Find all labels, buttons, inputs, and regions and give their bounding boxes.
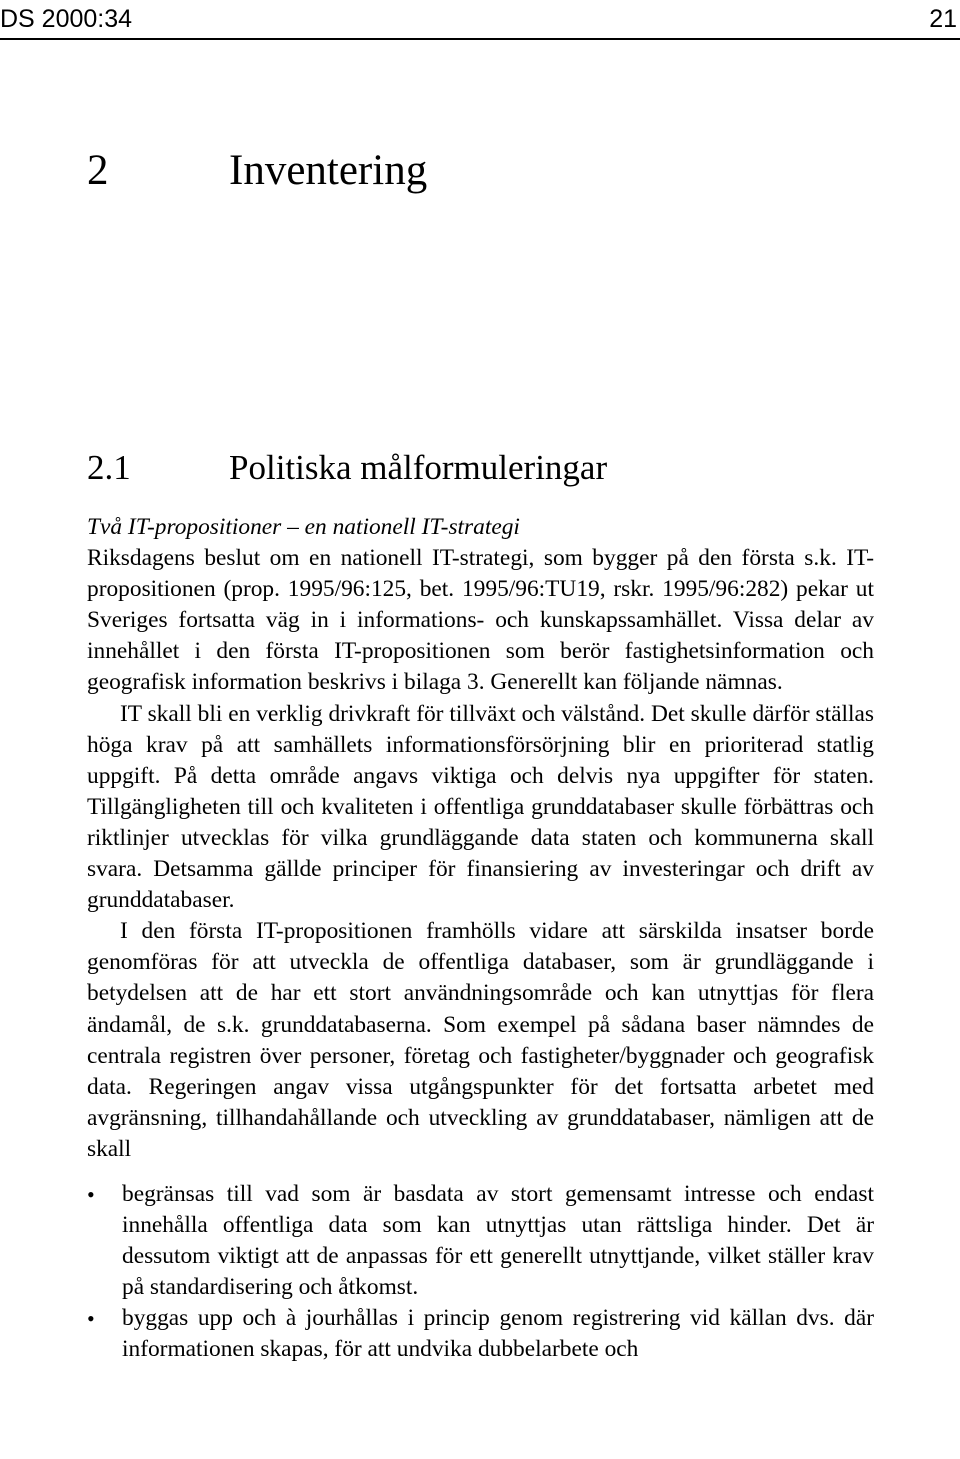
page-header [0, 2, 960, 36]
bullet-icon: • [87, 1181, 95, 1207]
page-number: 21 [929, 5, 957, 33]
paragraph: IT skall bli en verklig drivkraft för tillväxt och välstånd. Det skulle därför ställas höga krav på att samhällets informationsförsörjning blir en prioriterad statlig uppgift. På detta område angavs viktiga och delvis nya uppgifter för staten. Tillgängligheten till och kvaliteten i offentliga grunddatabaser skulle förbättras och riktlinjer utvecklas för vilka grundläggande data staten och kommunerna skall svara. Detsamma gällde principer för finansiering av investeringar och drift av grunddatabaser. [87, 700, 874, 914]
list-item-text: begränsas till vad som är basdata av stort gemensamt intresse och endast innehålla offentliga data som kan utnyttjas utan rättsliga hinder. Det är dessutom viktigt att de anpassas för ett generellt utnyttjande, vilket ställer krav på standardisering och åtkomst. [122, 1180, 874, 1301]
body-text [87, 512, 874, 1366]
header-rule [0, 38, 960, 40]
chapter-heading [87, 144, 427, 198]
bullet-list [87, 1179, 874, 1366]
subheading: Två IT-propositioner – en nationell IT-strategi [87, 514, 520, 540]
chapter-title: Inventering [229, 147, 428, 194]
list-item-text: byggas upp och à jourhållas i princip genom registrering vid källan dvs. där informationen skapas, för att undvika dubbelarbete och [122, 1305, 874, 1363]
section-number: 2.1 [87, 448, 131, 487]
list-item [87, 1179, 874, 1303]
chapter-number: 2 [87, 147, 109, 194]
section-title: Politiska målformuleringar [229, 448, 608, 487]
document-id: DS 2000:34 [0, 5, 133, 33]
section-heading [87, 445, 607, 491]
bullet-icon: • [87, 1306, 95, 1332]
paragraph: I den första IT-propositionen framhölls vidare att särskilda insatser borde genomföras för att utveckla de offentliga databaser, som är grundläggande i betydelsen att de har ett stort användningsområde och kan utnyttjas för flera ändamål, de s.k. grunddatabaserna. Som exempel på sådana baser nämndes de centrala registren över personer, företag och fastigheter/byggnader och geografisk data. Regeringen angav vissa utgångspunkter för det fortsatta arbetet med avgränsning, tillhandahållande och utveckling av grunddatabaser, nämligen att de skall [87, 918, 874, 1162]
list-item [87, 1303, 874, 1365]
paragraph: Riksdagens beslut om en nationell IT-strategi, som bygger på den första s.k. IT-propositionen (prop. 1995/96:125, bet. 1995/96:TU19, rskr. 1995/96:282) pekar ut Sveriges fortsatta väg in i informations- och kunskapssamhället. Vissa delar av innehållet i den första IT-propositionen som berör fastighetsinformation och geografisk information beskrivs i bilaga 3. Generellt kan följande nämnas. [87, 545, 874, 696]
